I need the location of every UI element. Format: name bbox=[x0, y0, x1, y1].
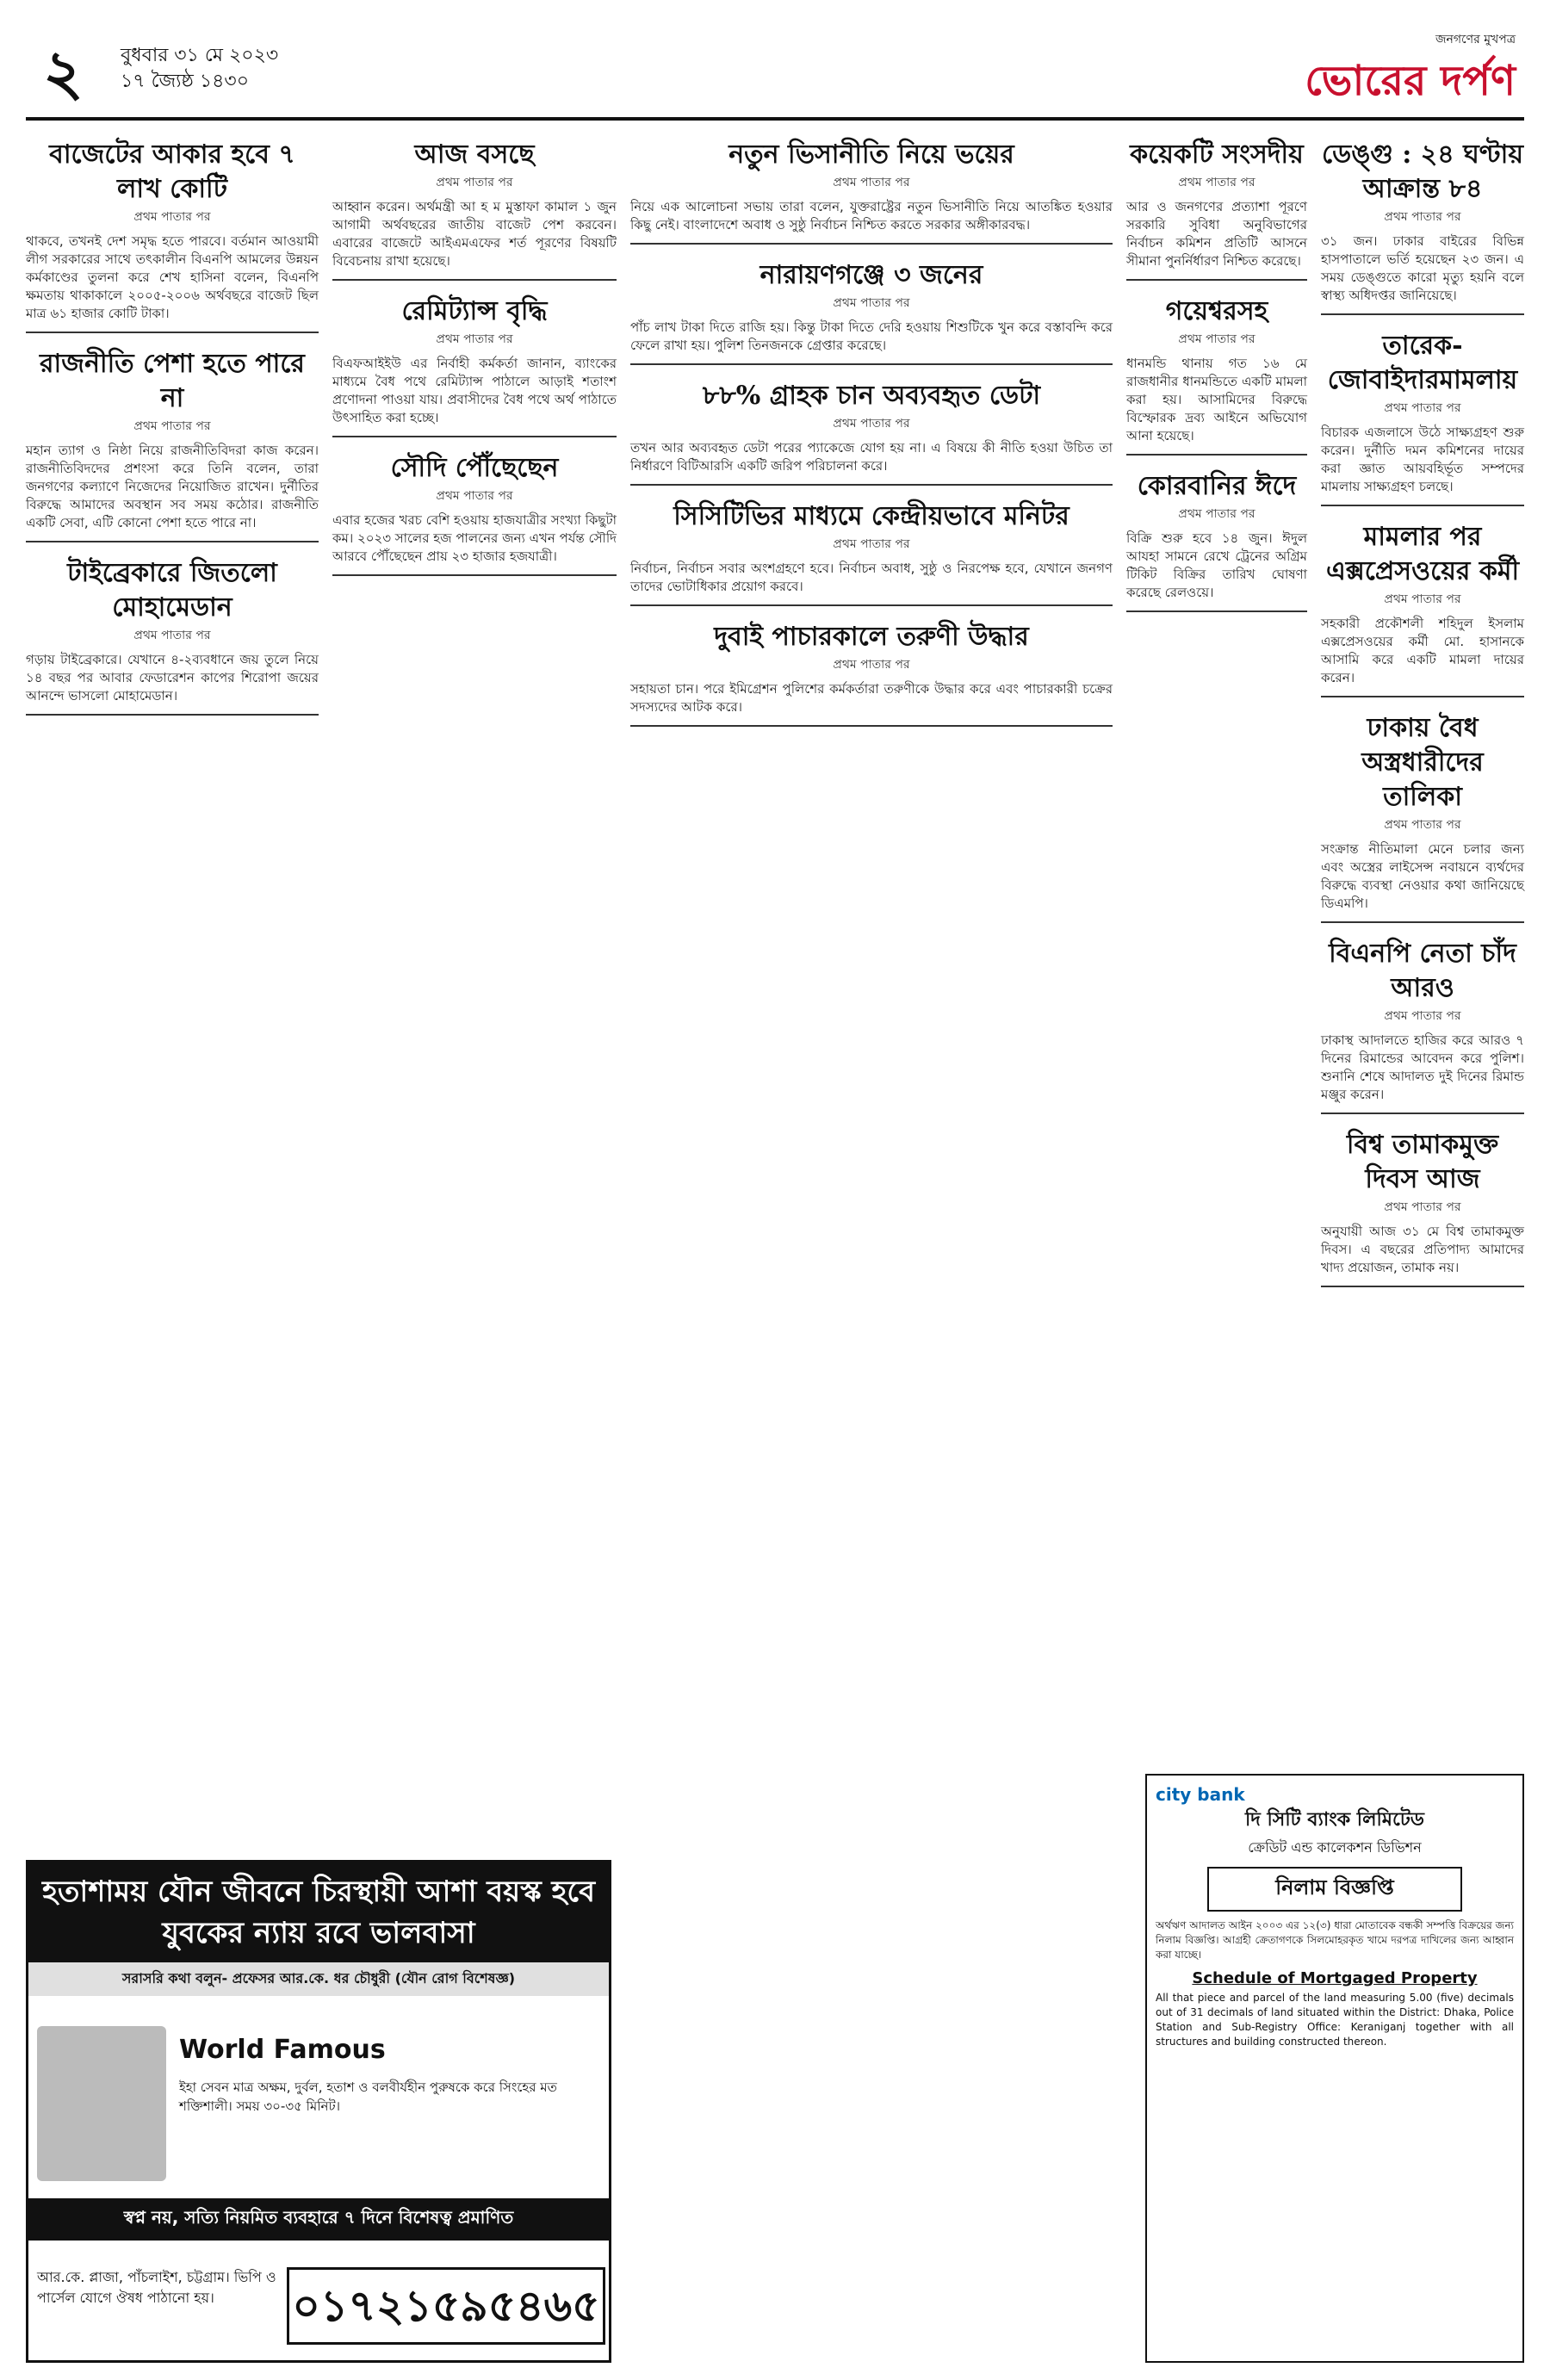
article-headline: কোরবানির ঈদে bbox=[1137, 471, 1297, 501]
column-1 bbox=[26, 138, 319, 729]
continued-label: প্রথম পাতার পর bbox=[833, 537, 910, 551]
date-english: বুধবার ৩১ মে ২০২৩ bbox=[121, 45, 279, 66]
continued-label: প্রথম পাতার পর bbox=[1178, 507, 1256, 521]
article-body: গড়ায় টাইব্রেকারে। যেখানে ৪-২ব্যবধানে জয় তুলে নিয়ে ১৪ বছর পর আবার ফেডারেশন কাপের শিরোপা জয়ের আনন্দে ভাসলো মোহামেডান। bbox=[26, 652, 319, 703]
article-body: বিএফআইইউ এর নির্বাহী কর্মকর্তা জানান, ব্যাংকের মাধ্যমে বৈধ পথে রেমিট্যান্স পাঠালে আড়াই শতাংশ প্রণোদনা পাওয়া যায়। প্রবাসীদের বৈধ পথে অর্থ পাঠাতে উৎসাহিত করা হচ্ছে। bbox=[332, 356, 617, 425]
article-body: এবার হজের খরচ বেশি হওয়ায় হাজযাত্রীর সংখ্যা কিছুটা কম। ২০২৩ সালের হজ পালনের জন্য এখন পর্যন্ত সৌদি আরবে পৌঁছেছেন প্রায় ২৩ হাজার হজযাত্রী। bbox=[332, 512, 617, 564]
column-2 bbox=[332, 138, 617, 590]
article bbox=[332, 451, 617, 576]
article-headline: ৮৮% গ্রাহক চান অব্যবহৃত ডেটা bbox=[702, 381, 1041, 411]
article bbox=[1126, 469, 1307, 612]
article-body: নিয়ে এক আলোচনা সভায় তারা বলেন, যুক্তরাষ্ট্রের নতুন ভিসানীতি নিয়ে আতঙ্কিত হওয়ার কিছু নেই। বাংলাদেশে অবাধ ও সুষ্ঠু নির্বাচন নিশ্চিত করতে সরকার অঙ্গীকারবদ্ধ। bbox=[630, 199, 1113, 232]
notice-body: অর্থঋণ আদালত আইন ২০০৩ এর ১২(৩) ধারা মোতাবেক বন্ধকী সম্পত্তি বিক্রয়ের জন্য নিলাম বিজ্ঞপ্তি। আগ্রহী ক্রেতাগণকে সিলমোহরকৃত খামে দরপত্র দাখিলের জন্য আহ্বান করা যাচ্ছে। bbox=[1156, 1919, 1514, 1961]
doctor-photo bbox=[37, 2026, 166, 2181]
article bbox=[1321, 711, 1524, 923]
article bbox=[1126, 294, 1307, 456]
article-body: ধানমন্ডি থানায় গত ১৬ মে রাজধানীর ধানমন্ডিতে একটি মামলা করা হয়। আসামিদের বিরুদ্ধে বিস্ফোরক দ্রব্য আইনে অভিযোগ আনা হয়েছে। bbox=[1126, 356, 1307, 443]
article-body: অনুযায়ী আজ ৩১ মে বিশ্ব তামাকমুক্ত দিবস। এ বছরের প্রতিপাদ্য আমাদের খাদ্য প্রয়োজন, তামাক নয়। bbox=[1321, 1224, 1524, 1275]
article bbox=[1321, 138, 1524, 315]
auction-notice bbox=[1145, 1774, 1524, 2363]
article-body: বিক্রি শুরু হবে ১৪ জুন। ঈদুল আযহা সামনে রেখে ট্রেনের অগ্রিম টিকিট বিক্রির তারিখ ঘোষণা করেছে রেলওয়ে। bbox=[1126, 530, 1307, 600]
advertisement bbox=[26, 1860, 611, 2363]
article bbox=[1321, 1128, 1524, 1287]
continued-label: প্রথম পাতার পর bbox=[1384, 1200, 1461, 1214]
article-headline: বিএনপি নেতা চাঁদ আরও bbox=[1329, 939, 1516, 1003]
article bbox=[26, 138, 319, 333]
continued-label: প্রথম পাতার পর bbox=[436, 489, 513, 503]
continued-label: প্রথম পাতার পর bbox=[133, 629, 211, 642]
article-headline: টাইব্রেকারে জিতলো মোহামেডান bbox=[67, 558, 277, 623]
ad-phone: ০১৭২১৫৯৫৪৬৫ bbox=[287, 2267, 605, 2345]
article-body: আর ও জনগণের প্রত্যাশা পূরণে সরকারি সুবিধা অনুবিভাগের নির্বাচন কমিশন প্রতিটি আসনে সীমানা পুনর্নির্ধারণ নিশ্চিত করেছে। bbox=[1126, 199, 1307, 269]
article bbox=[630, 138, 1113, 245]
article-headline: ঢাকায় বৈধ অস্ত্রধারীদের তালিকা bbox=[1361, 713, 1484, 812]
article-body: ৩১ জন। ঢাকার বাইরের বিভিন্ন হাসপাতালে ভর্তি হয়েছেন ২৩ জন। এ সময় ডেঙ্গুতে কারো মৃত্যু হয়নি বলে স্বাস্থ্য অধিদপ্তর জানিয়েছে। bbox=[1321, 233, 1524, 303]
article-body: সহকারী প্রকৌশলী শহিদুল ইসলাম এক্সপ্রেসওয়ের কর্মী মো. হাসানকে আসামি করে একটি মামলা দায়ের করেন। bbox=[1321, 616, 1524, 685]
continued-label: প্রথম পাতার পর bbox=[833, 176, 910, 189]
page-header bbox=[26, 17, 1524, 121]
continued-label: প্রথম পাতার পর bbox=[833, 296, 910, 310]
newspaper-name: ভোরের দর্পণ bbox=[1305, 57, 1516, 105]
article-body: নির্বাচন, নির্বাচন সবার অংশগ্রহণে হবে। নির্বাচন অবাধ, সুষ্ঠু ও নিরপেক্ষ হবে, যেখানে জনগণ তাদের ভোটাধিকার প্রয়োগ করবে। bbox=[630, 561, 1113, 594]
date-bengali: ১৭ জ্যৈষ্ঠ ১৪৩০ bbox=[121, 71, 250, 92]
continued-label: প্রথম পাতার পর bbox=[436, 332, 513, 346]
bank-logo: city bank bbox=[1156, 1784, 1245, 1805]
notice-title: নিলাম বিজ্ঞপ্তি bbox=[1207, 1867, 1462, 1912]
article-body: মহান ত্যাগ ও নিষ্ঠা নিয়ে রাজনীতিবিদরা কাজ করেন। রাজনীতিবিদদের প্রশংসা করে তিনি বলেন, তারা জনগণের কল্যাণে নিজেদের নিয়োজিত রাখেন। দুর্নীতির বিরুদ্ধে আমাদের অবস্থান সব সময় কঠোর। রাজনীতি একটি সেবা, এটি কোনো পেশা হতে পারে না। bbox=[26, 443, 319, 530]
article-headline: ডেঙ্গু : ২৪ ঘণ্টায় আক্রান্ত ৮৪ bbox=[1321, 139, 1524, 204]
article-headline: সৌদি পৌঁছেছেন bbox=[390, 453, 559, 483]
continued-label: প্রথম পাতার পর bbox=[1384, 210, 1461, 224]
article bbox=[1321, 520, 1524, 697]
column-4 bbox=[1126, 138, 1307, 626]
ad-world-famous: World Famous bbox=[179, 2035, 386, 2065]
article bbox=[630, 379, 1113, 486]
continued-label: প্রথম পাতার পর bbox=[833, 658, 910, 672]
article bbox=[630, 258, 1113, 365]
article-body: পাঁচ লাখ টাকা দিতে রাজি হয়। কিন্তু টাকা দিতে দেরি হওয়ায় শিশুটিকে খুন করে বস্তাবন্দি করে ফেলে রাখা হয়। পুলিশ তিনজনকে গ্রেপ্তার করেছে। bbox=[630, 319, 1113, 353]
article bbox=[630, 620, 1113, 727]
continued-label: প্রথম পাতার পর bbox=[133, 419, 211, 433]
article-headline: সিসিটিভির মাধ্যমে কেন্দ্রীয়ভাবে মনিটর bbox=[673, 501, 1070, 531]
article-headline: গয়েশ্বরসহ bbox=[1165, 296, 1268, 326]
newspaper-page bbox=[26, 17, 1524, 2363]
article-headline: রেমিট্যান্স বৃদ্ধি bbox=[401, 296, 548, 326]
article-body: সংক্রান্ত নীতিমালা মেনে চলার জন্য এবং অস্ত্রের লাইসেন্স নবায়নে ব্যর্থদের বিরুদ্ধে ব্যবস্থা নেওয়ার কথা জানিয়েছে ডিএমপি। bbox=[1321, 841, 1524, 911]
continued-label: প্রথম পাতার পর bbox=[1178, 176, 1256, 189]
continued-label: প্রথম পাতার পর bbox=[1384, 401, 1461, 415]
ad-description: ইহা সেবন মাত্র অক্ষম, দুর্বল, হতাশ ও বলবীর্যহীন পুরুষকে করে সিংহের মত শক্তিশালী। সময় ৩০-৩৫ মিনিট। bbox=[179, 2079, 557, 2114]
continued-label: প্রথম পাতার পর bbox=[1178, 332, 1256, 346]
article-headline: কয়েকটি সংসদীয় bbox=[1130, 139, 1304, 170]
article-body: তখন আর অব্যবহৃত ডেটা পরের প্যাকেজে যোগ হয় না। এ বিষয়ে কী নীতি হওয়া উচিত তা নির্ধারণে বিটিআরসি একটি জরিপ পরিচালনা করে। bbox=[630, 440, 1113, 474]
article-headline: নতুন ভিসানীতি নিয়ে ভয়ের bbox=[728, 139, 1014, 170]
continued-label: প্রথম পাতার পর bbox=[133, 210, 211, 224]
continued-label: প্রথম পাতার পর bbox=[833, 417, 910, 431]
article-headline: আজ বসছে bbox=[414, 139, 535, 170]
continued-label: প্রথম পাতার পর bbox=[1384, 1009, 1461, 1023]
article-body: বিচারক এজলাসে উঠে সাক্ষ্যগ্রহণ শুরু করেন। দুর্নীতি দমন কমিশনের দায়ের করা জ্ঞাত আয়বহির্ভূত সম্পদের মামলায় সাক্ষ্যগ্রহণ চলছে। bbox=[1321, 425, 1524, 494]
article-headline: নারায়ণগঞ্জে ৩ জনের bbox=[760, 260, 983, 290]
article-body: আহ্বান করেন। অর্থমন্ত্রী আ হ ম মুস্তাফা কামাল ১ জুন আগামী অর্থবছরের জাতীয় বাজেট পেশ করবেন। এবারের বাজেটে আইএমএফের শর্ত পূরণের বিষয়টি বিবেচনায় রাখা হয়েছে। bbox=[332, 199, 617, 269]
article-headline: বিশ্ব তামাকমুক্ত দিবস আজ bbox=[1346, 1130, 1499, 1194]
continued-label: প্রথম পাতার পর bbox=[1384, 592, 1461, 606]
continued-label: প্রথম পাতার পর bbox=[436, 176, 513, 189]
article bbox=[1321, 329, 1524, 506]
bank-division: ক্রেডিট এন্ড কালেকশন ডিভিশন bbox=[1248, 1839, 1422, 1856]
article-headline: বাজেটের আকার হবে ৭ লাখ কোটি bbox=[49, 139, 295, 204]
column-5 bbox=[1321, 138, 1524, 1301]
ad-subline: সরাসরি কথা বলুন- প্রফেসর আর.কে. ধর চৌধুরী (যৌন রোগ বিশেষজ্ঞ) bbox=[28, 1962, 609, 1996]
continued-label: প্রথম পাতার পর bbox=[1384, 818, 1461, 832]
article bbox=[1126, 138, 1307, 281]
ad-address: আর.কে. প্লাজা, পাঁচলাইশ, চট্টগ্রাম। ভিপি ও পার্সেল যোগে ঔষধ পাঠানো হয়। bbox=[37, 2269, 276, 2306]
article bbox=[630, 499, 1113, 606]
dateline bbox=[121, 43, 278, 95]
article-body: ঢাকাস্থ আদালতে হাজির করে আরও ৭ দিনের রিমান্ডের আবেদন করে পুলিশ। শুনানি শেষে আদালত দুই দিনের রিমান্ড মঞ্জুর করেন। bbox=[1321, 1032, 1524, 1102]
page-number: ২ bbox=[43, 35, 84, 108]
article bbox=[1321, 937, 1524, 1114]
column-3 bbox=[630, 138, 1113, 741]
tagline: জনগণের মুখপত্র bbox=[1435, 33, 1516, 46]
article bbox=[26, 347, 319, 542]
article-headline: মামলার পর এক্সপ্রেসওয়ের কর্মী bbox=[1325, 522, 1520, 586]
schedule-text: All that piece and parcel of the land measuring 5.00 (five) decimals out of 31 decimals of land situated within the District: Dhaka, Police Station and Sub-Registry Office: Keraniganj together with all structures and building constructed thereon. bbox=[1156, 1992, 1514, 2048]
article bbox=[332, 294, 617, 437]
bank-name: দি সিটি ব্যাংক লিমিটেড bbox=[1244, 1809, 1425, 1831]
article bbox=[332, 138, 617, 281]
article-headline: তারেক-জোবাইদারমামলায় bbox=[1327, 331, 1518, 395]
article-body: সহায়তা চান। পরে ইমিগ্রেশন পুলিশের কর্মকর্তারা তরুণীকে উদ্ধার করে এবং পাচারকারী চক্রের সদস্যদের আটক করে। bbox=[630, 681, 1113, 715]
schedule-title: Schedule of Mortgaged Property bbox=[1192, 1969, 1478, 1987]
article bbox=[26, 556, 319, 716]
article-headline: রাজনীতি পেশা হতে পারে না bbox=[40, 349, 305, 413]
ad-headline: হতাশাময় যৌন জীবনে চিরস্থায়ী আশা বয়স্ক হবে যুবকের ন্যায় রবে ভালবাসা bbox=[28, 1862, 609, 1962]
article-body: থাকবে, তখনই দেশ সমৃদ্ধ হতে পারবে। বর্তমান আওয়ামী লীগ সরকারের সাথে তৎকালীন বিএনপি আমলের উন্নয়ন কর্মকাণ্ডের তুলনা করে শেখ হাসিনা বলেন, বিএনপি ক্ষমতায় থাকাকালে ২০০৫-২০০৬ অর্থবছরে বাজেট ছিল মাত্র ৬১ হাজার কোটি টাকা। bbox=[26, 233, 319, 321]
ad-band: স্বপ্ন নয়, সত্যি নিয়মিত ব্যবহারে ৭ দিনে বিশেষত্ব প্রমাণিত bbox=[28, 2198, 609, 2241]
masthead bbox=[1305, 29, 1516, 118]
article-headline: দুবাই পাচারকালে তরুণী উদ্ধার bbox=[714, 622, 1029, 652]
